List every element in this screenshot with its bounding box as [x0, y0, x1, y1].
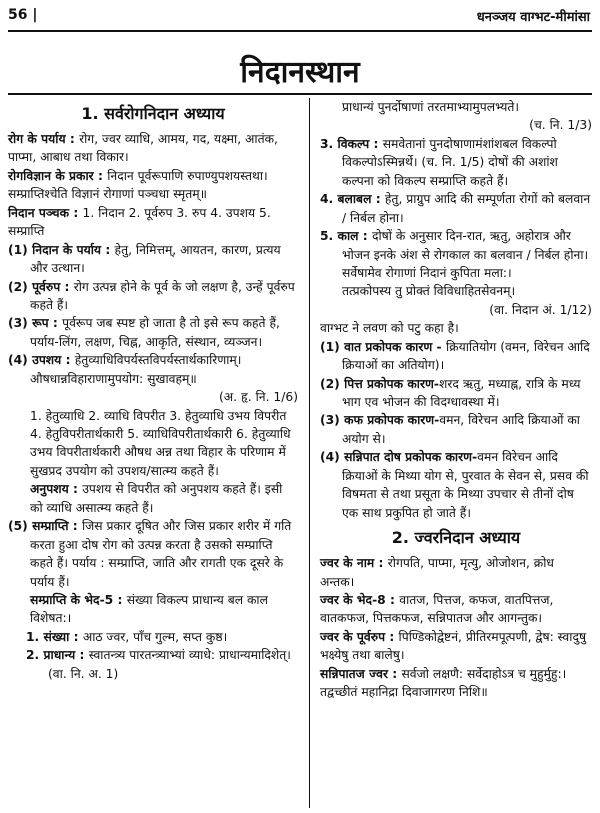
- paragraph: [320, 554, 592, 591]
- bold-term: 1. संख्या :: [26, 629, 83, 644]
- page-title: निदानस्थान: [240, 55, 360, 90]
- paragraph-text: पूर्वरूप जब स्पष्ट हो जाता है तो इसे रूप कहते हैं, पर्याय-लिंग, लक्षण, चिह्न, आकृति, संस्थान, व्यञ्जन।: [30, 316, 280, 349]
- paragraph-text: 1. सर्वरोगनिदान अध्याय: [81, 104, 225, 123]
- bold-term: 5. काल :: [320, 229, 372, 244]
- paragraph: [8, 646, 298, 683]
- paragraph-text: 1. हेतुव्याधि 2. व्याधि विपरीत 3. हेतुव्याधि उभय विपरीत 4. हेतुविपरीतार्थकारी 5. व्याधिविपरीतार्थकारी 6. हेतुव्याधि उभय विपरीतार्थकारी औषध अन्न तथा विहार के परिणाम में सुखप्रद उपयोग को उपशय/सात्म्य कहते हैं।: [30, 408, 291, 478]
- paragraph: [8, 591, 298, 628]
- bold-term: सम्प्राप्ति के भेद-5 :: [30, 592, 127, 607]
- bold-term: ज्वर के पूर्वरुप :: [320, 629, 399, 644]
- column-divider: [309, 98, 310, 808]
- paragraph: [320, 282, 592, 300]
- bold-term: सन्निपातज ज्वर :: [320, 666, 402, 681]
- paragraph-text: हेतु, निमित्तम्, आयतन, कारण, प्रत्यय और उत्थान।: [30, 242, 281, 276]
- paragraph: [320, 591, 592, 628]
- bold-term: (3) रूप :: [8, 316, 63, 331]
- paragraph-text: रोग, ज्वर व्याधि, आमय, गद, यक्ष्मा, आतंक, पाप्मा, आबाध तथा विकार।: [8, 132, 278, 165]
- paragraph: [8, 517, 298, 591]
- paragraph: [8, 204, 298, 241]
- paragraph: [320, 135, 592, 190]
- title-rule: [8, 93, 592, 95]
- paragraph: [8, 314, 298, 351]
- bold-term: 2. प्राधान्य :: [26, 648, 89, 663]
- paragraph-text: निदान पूर्वरूपाणि रुपाण्युपशयस्तथा। सम्प्राप्तिश्चेति विज्ञानं रोगाणां पञ्चधा स्मृतम्॥: [8, 168, 268, 202]
- paragraph-text: दोषों के अनुसार दिन-रात, ऋतु, अहोरात्र और भोजन इनके अंश से रोगकाल का बलवान / निर्बल होना।: [342, 229, 589, 262]
- bold-term: (2) पूर्वरुप :: [8, 279, 74, 294]
- paragraph-text: उपशय से विपरीत को अनुपशय कहते हैं। इसी को व्याधि असात्म्य कहते हैं।: [30, 482, 283, 515]
- bold-term: रोगविज्ञान के प्रकार :: [8, 168, 108, 183]
- paragraph: [8, 351, 298, 388]
- paragraph-text: सर्वजो लक्षणै: सर्वेदाहोऽत्र च मुहुर्मुहु:। तद्वच्छीतं महानिद्रा दिवाजागरण निशि॥: [320, 666, 567, 700]
- page-number: 56 |: [8, 7, 38, 23]
- paragraph: [320, 319, 592, 337]
- paragraph: [320, 665, 592, 702]
- paragraph-text: वातज, पित्तज, कफज, वातपित्तज, वातकफज, पित्तकफज, सन्निपातज और आगन्तुक।: [320, 592, 554, 626]
- paragraph-text: जिस प्रकार दूषित और जिस प्रकार शरीर में गति करता हुआ दोष रोग को उत्पन्न करता है उसको सम्प्राप्ति कहते हैं। पर्याय : सम्प्राप्ति, जाति और रागती एक दूसरे के पर्याय हैं।: [30, 519, 292, 589]
- bold-term: रोग के पर्याय :: [8, 132, 80, 146]
- paragraph: [320, 227, 592, 264]
- paragraph: [320, 264, 592, 282]
- right-column: [320, 98, 592, 702]
- paragraph-text: वमन विरेचन आदि क्रियाओं के मिथ्या योग से, पुरवात के सेवन से, प्रसव की विषमता से तथा प्रसूता के मिथ्या उपचार से तीनों दोष एक साथ प्रकुपित हो जाते हैं।: [342, 450, 589, 520]
- paragraph-text: हेतुव्याधिविपर्यस्तविपर्यस्तार्थकारिणाम्। औषधान्नविहाराणामुपयोग: सुखावहम्॥: [30, 353, 242, 386]
- paragraph: [8, 167, 298, 204]
- paragraph: [320, 411, 592, 448]
- bold-term: (4) उपशय :: [8, 353, 75, 368]
- bold-term: ज्वर के नाम :: [320, 556, 388, 571]
- paragraph-text: सर्वेषामेव रोगाणां निदानं कुपिता मला:।: [342, 265, 512, 280]
- paragraph-text: प्राधान्यं पुनर्दोषाणां तरतमाभ्यामुपलभ्यते।: [342, 100, 520, 114]
- bold-term: (1) निदान के पर्याय :: [8, 242, 115, 257]
- paragraph-text: संख्या विकल्प प्राधान्य बल काल विशेषत:।: [30, 592, 268, 626]
- section-heading: [8, 102, 298, 126]
- paragraph: [320, 190, 592, 227]
- bold-term: (3) कफ प्रकोपक कारण-: [320, 413, 440, 428]
- bold-term: ज्वर के भेद-8 :: [320, 592, 400, 607]
- paragraph: [8, 407, 298, 481]
- paragraph: [320, 448, 592, 522]
- paragraph: [320, 375, 592, 412]
- paragraph: [8, 130, 298, 167]
- paragraph-text: 2. ज्वरनिदान अध्याय: [391, 528, 521, 548]
- section-heading: [320, 526, 592, 550]
- paragraph-text: स्वातन्त्र्य पारतन्त्र्याभ्यां व्याधे: प्राधान्यमादिशेत्। (वा. नि. अ. 1): [48, 648, 291, 681]
- paragraph-text: पिण्डिकोद्वेष्टनं, प्रीतिरमपूत्पणी, द्वेष: स्वादुषु भक्ष्येषु तथा बालेषु।: [320, 629, 587, 663]
- paragraph: [320, 116, 592, 134]
- paragraph: [320, 98, 592, 116]
- paragraph-text: क्रियातियोग (वमन, विरेचन आदि क्रियाओं का अतियोग)।: [342, 339, 590, 373]
- running-header: [8, 4, 592, 30]
- bold-term: (2) पित्त प्रकोपक कारण-: [320, 376, 440, 391]
- bold-term: निदान पञ्चक :: [8, 205, 83, 220]
- paragraph: [320, 301, 592, 319]
- paragraph: [8, 241, 298, 278]
- bold-term: (1) वात प्रकोपक कारण -: [320, 339, 446, 354]
- bold-term: अनुपशय :: [30, 482, 83, 497]
- paragraph: [8, 278, 298, 315]
- paragraph-text: आठ ज्वर, पाँच गुल्म, सप्त कुष्ठ।: [82, 629, 228, 644]
- bold-term: (4) सन्निपात दोष प्रकोपक कारण-: [320, 450, 478, 465]
- paragraph-text: वमन, विरेचन आदि क्रियाओं का अयोग से।: [342, 413, 580, 446]
- bold-term: 4. बलाबल :: [320, 192, 385, 207]
- paragraph: [8, 388, 298, 406]
- paragraph: [320, 628, 592, 665]
- paragraph-text: वाग्भट ने लवण को पटु कहा है।: [320, 321, 459, 336]
- paragraph-text: (वा. निदान अं. 1/12): [489, 302, 592, 317]
- paragraph-text: हेतु, प्राग्रुप आदि की सम्पूर्णता रोगों को बलवान / निर्बल होना।: [342, 192, 591, 225]
- paragraph-text: शरद ऋतु, मध्याह्न, रात्रि के मध्य भाग एव भोजन की विदग्धावस्था में।: [342, 376, 581, 409]
- paragraph: [320, 338, 592, 375]
- paragraph: [8, 480, 298, 517]
- paragraph-text: (च. नि. 1/3): [529, 118, 592, 133]
- paragraph-text: तत्प्रकोपस्य तु प्रोक्तं विविधाहितसेवनम्।: [342, 284, 516, 299]
- bold-term: 3. विकल्प :: [320, 136, 383, 151]
- bold-term: (5) सम्प्राप्ति :: [8, 519, 82, 534]
- paragraph-text: (अ. हृ. नि. 1/6): [218, 390, 298, 405]
- paragraph: [8, 628, 298, 646]
- left-column: [8, 98, 298, 683]
- paragraph-text: समवेतानां पुनदोषाणामंशांशबल विकल्पो विकल्पोऽस्मिन्नर्थे। (च. नि. 1/5) दोषों की अशांश कल्पना को विकल्प सम्प्राप्ति कहते हैं।: [342, 136, 558, 188]
- running-title: धनञ्जय वाग्भट-मीमांसा: [476, 10, 590, 25]
- header-rule: [8, 30, 592, 32]
- paragraph-text: रोग उत्पन्न होने के पूर्व के जो लक्षण है, उन्हें पूर्वरुप कहते हैं।: [30, 279, 295, 312]
- paragraph-text: रोगपति, पाप्मा, मृत्यु, ओजोशन, क्रोध अन्तक।: [320, 556, 554, 589]
- paragraph-text: 1. निदान 2. पूर्वरुप 3. रुप 4. उपशय 5. सम्प्राप्ति: [8, 205, 271, 239]
